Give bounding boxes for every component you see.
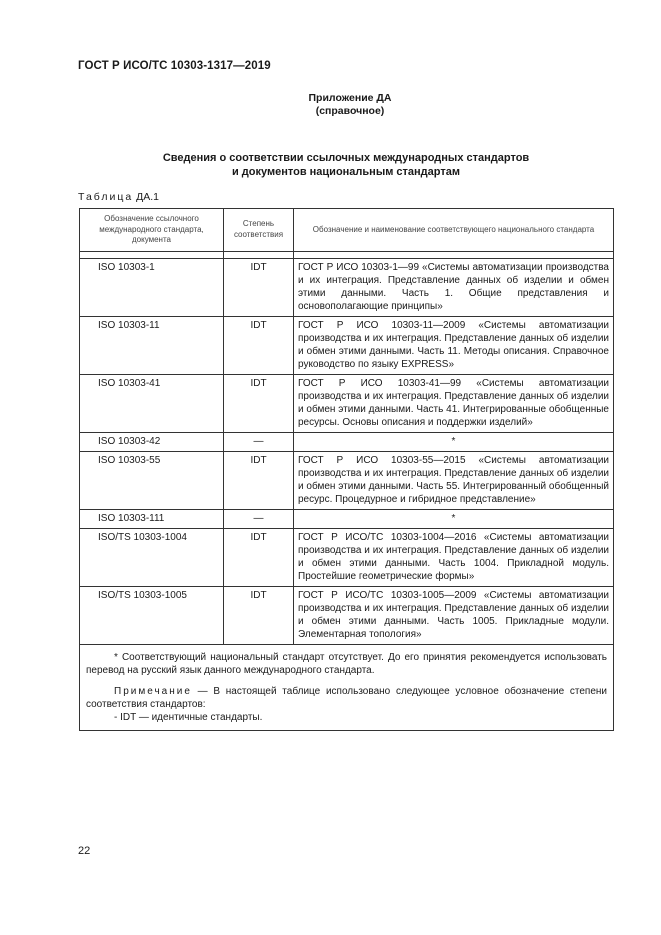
spacer-cell (224, 251, 294, 258)
degree-cell: IDT (224, 528, 294, 586)
note-label: Примечание (114, 685, 192, 697)
degree-cell: — (224, 509, 294, 528)
national-standard-cell: ГОСТ Р ИСО 10303-41—99 «Системы автоматизации производства и их интеграция. Представление данных об изделии и обмен этими данными. Часть 41. Интегрированные обобщенные ресурсы. Основы описания и поддержки изделий» (294, 374, 614, 432)
national-standard-cell: * (294, 509, 614, 528)
reference-cell: ISO 10303-1 (80, 258, 224, 316)
table-row (80, 432, 614, 451)
table-caption (78, 191, 159, 203)
national-standard-cell: * (294, 432, 614, 451)
table-notes (80, 644, 614, 730)
reference-cell: ISO 10303-11 (80, 316, 224, 374)
note (86, 685, 607, 711)
footnote: * Соответствующий национальный стандарт отсутствует. До его принятия рекомендуется использовать перевод на русский язык данного международного стандарта. (86, 651, 607, 676)
degree-cell: IDT (224, 451, 294, 509)
national-standard-cell: ГОСТ Р ИСО/ТС 10303-1005—2009 «Системы автоматизации производства и их интеграция. Представление данных об изделии и обмен этими данными. Часть 1005. Прикладные модули. Элементарная топология» (294, 586, 614, 644)
table-row (80, 258, 614, 316)
table-row (80, 509, 614, 528)
reference-cell: ISO 10303-41 (80, 374, 224, 432)
table-row (80, 451, 614, 509)
section-title-line-2: и документов национальным стандартам (231, 166, 460, 178)
table-spacer-row (80, 251, 614, 258)
degree-cell: IDT (224, 374, 294, 432)
table-footer-row (80, 644, 614, 730)
header-degree: Степень соответствия (224, 209, 294, 252)
degree-cell: IDT (224, 316, 294, 374)
degree-cell: IDT (224, 586, 294, 644)
table-row (80, 316, 614, 374)
reference-cell: ISO 10303-55 (80, 451, 224, 509)
table-row (80, 528, 614, 586)
national-standard-cell: ГОСТ Р ИСО/ТС 10303-1004—2016 «Системы автоматизации производства и их интеграция. Представление данных об изделии и обмен этими данными. Часть 1004. Прикладной модуль. Простейшие геометрические формы» (294, 528, 614, 586)
appendix-title: Приложение ДА (308, 92, 392, 104)
table-row (80, 374, 614, 432)
spacer-cell (80, 251, 224, 258)
degree-cell: — (224, 432, 294, 451)
reference-cell: ISO 10303-42 (80, 432, 224, 451)
table-caption-prefix: Таблица (78, 191, 134, 203)
table-body (80, 251, 614, 644)
reference-cell: ISO/TS 10303-1005 (80, 586, 224, 644)
reference-cell: ISO/TS 10303-1004 (80, 528, 224, 586)
national-standard-cell: ГОСТ Р ИСО 10303-1—99 «Системы автоматизации производства и их интеграция. Представление данных об изделии и обмен этими данными. Часть 1. Общие представления и основополагающие принципы» (294, 258, 614, 316)
table-row (80, 586, 614, 644)
national-standard-cell: ГОСТ Р ИСО 10303-11—2009 «Системы автоматизации производства и их интеграция. Представление данных об изделии и обмен этими данными. Часть 11. Методы описания. Справочное руководство по языку EXPRESS» (294, 316, 614, 374)
appendix-subtitle: (справочное) (315, 105, 385, 117)
document-code: ГОСТ Р ИСО/ТС 10303-1317—2019 (78, 60, 271, 72)
correspondence-table (79, 208, 614, 731)
header-reference: Обозначение ссылочного международного стандарта, документа (80, 209, 224, 252)
national-standard-cell: ГОСТ Р ИСО 10303-55—2015 «Системы автоматизации производства и их интеграция. Представление данных об изделии и обмен этими данными. Часть 55. Интегрированный обобщенный ресурс. Процедурное и гибридное представление» (294, 451, 614, 509)
reference-cell: ISO 10303-111 (80, 509, 224, 528)
table-header-row (80, 209, 614, 252)
note-text: — В настоящей таблице использовано следующее условное обозначение степени соответствия стандартов: (86, 685, 608, 710)
appendix-heading (0, 92, 661, 118)
note-item: - IDT — идентичные стандарты. (114, 711, 263, 723)
section-title (78, 151, 614, 179)
table-caption-number: ДА.1 (136, 191, 159, 203)
header-national: Обозначение и наименование соответствующего национального стандарта (294, 209, 614, 252)
degree-cell: IDT (224, 258, 294, 316)
spacer-cell (294, 251, 614, 258)
section-title-line-1: Сведения о соответствии ссылочных международных стандартов (162, 152, 530, 164)
page-number: 22 (78, 845, 91, 857)
